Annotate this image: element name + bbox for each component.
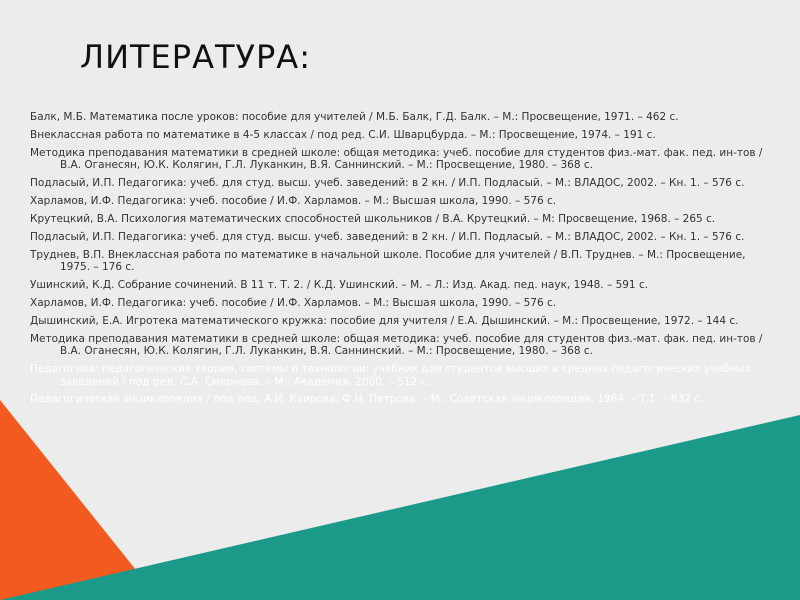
reference-item: Подласый, И.П. Педагогика: учеб. для студ. высш. учеб. заведений: в 2 кн. / И.П. Подласый. – М.: ВЛАДОС, 2002. – Кн. 1. – 576 с. (30, 177, 745, 190)
reference-item: Подласый, И.П. Педагогика: учеб. для студ. высш. учеб. заведений: в 2 кн. / И.П. Подласый. – М.: ВЛАДОС, 2002. – Кн. 1. – 576 с. (30, 230, 745, 243)
reference-item: Харламов, И.Ф. Педагогика: учеб. пособие / И.Ф. Харламов. – М.: Высшая школа, 1990. – 576 с. (30, 296, 557, 309)
reference-item: Методика преподавания математики в средней школе: общая методика: учеб. пособие для студентов физ.-мат. фак. пед. ин-тов / В.А. Оганесян, Ю.К. Колягин, Г.Л. Луканкин, В.Я. Саннинский. – М.: Просвещение, 1980. – 368 с. (30, 332, 763, 358)
reference-item: Харламов, И.Ф. Педагогика: учеб. пособие / И.Ф. Харламов. – М.: Высшая школа, 1990. – 576 с. (30, 195, 557, 208)
slide-title: ЛИТЕРАТУРА: (80, 38, 311, 76)
reference-item: Труднев, В.П. Внеклассная работа по математике в начальной школе. Пособие для учителей / В.П. Труднев. – М.: Просвещение, 1975. – 176 с. (30, 248, 746, 274)
reference-item: Внеклассная работа по математике в 4-5 классах / под ред. С.И. Шварцбурда. – М.: Просвещение, 1974. – 191 с. (30, 128, 656, 141)
reference-item: Балк, М.Б. Математика после уроков: пособие для учителей / М.Б. Балк, Г.Д. Балк. – М.: Просвещение, 1971. – 462 с. (30, 111, 679, 123)
reference-item: Дышинский, Е.А. Игротека математического кружка: пособие для учителя / Е.А. Дышинский. – М.: Просвещение, 1972. – 144 с. (30, 314, 739, 327)
reference-item: Ушинский, К.Д. Собрание сочинений. В 11 т. Т. 2. / К.Д. Ушинский. – М. – Л.: Изд. Акад. пед. наук, 1948. – 591 с. (30, 279, 649, 292)
reference-list (30, 111, 775, 411)
reference-item: Педагогика: педагогические теории, системы и технологии: учебник для студентов высших и средних педагогических учебных заведений / под ред. С.А. Смирнова. – М.: Академия, 2000. – 512 с. (30, 363, 751, 388)
reference-item: Крутецкий, В.А. Психология математических способностей школьников / В.А. Крутецкий. – М: Просвещение, 1968. – 265 с. (30, 212, 716, 225)
teal-corner-shape (0, 415, 800, 600)
reference-item: Методика преподавания математики в средней школе: общая методика: учеб. пособие для студентов физ.-мат. фак. пед. ин-тов / В.А. Оганесян, Ю.К. Колягин, Г.Л. Луканкин, В.Я. Саннинский. – М.: Просвещение, 1980. – 368 с. (30, 146, 763, 172)
reference-item: Педагогическая энциклопедия / под ред. А.И. Каирова, Ф.Н. Петрова. – М.: Советская энциклопедия, 1964. – Т.1. – 832 с. (30, 393, 704, 406)
